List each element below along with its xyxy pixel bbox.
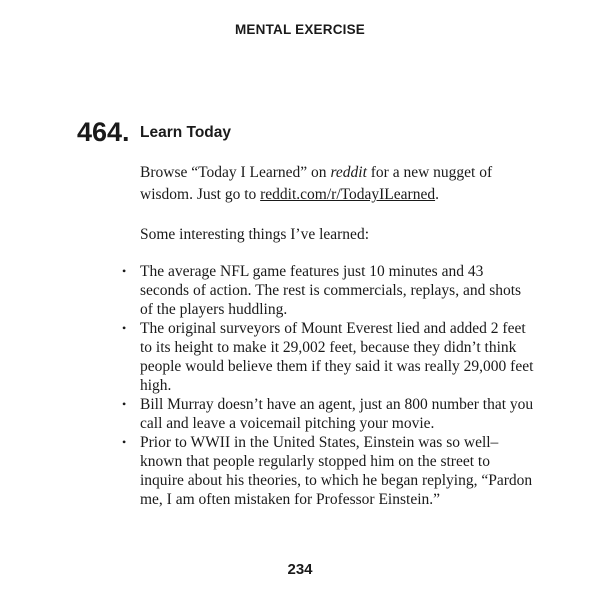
fact-text: Bill Murray doesn’t have an agent, just an 800 number that you call and leave a voicemail pitching your movie. <box>140 396 534 432</box>
intro-paragraph <box>140 162 535 206</box>
list-item <box>122 395 535 433</box>
fact-text: The average NFL game features just 10 minutes and 43 seconds of action. The rest is commercials, replays, and shots of the players huddling. <box>140 263 522 318</box>
intro-text-3: . <box>435 186 439 203</box>
bullet-icon: • <box>122 397 127 411</box>
list-item <box>122 433 535 509</box>
entry-number: 464. <box>77 117 130 147</box>
intro-text-1: Browse “Today I Learned” on <box>140 164 331 181</box>
lead-in-paragraph: Some interesting things I’ve learned: <box>140 226 369 243</box>
page-number: 234 <box>287 561 313 578</box>
reddit-link[interactable]: reddit.com/r/TodayILearned <box>260 186 436 203</box>
list-item <box>122 262 535 319</box>
bullet-icon: • <box>122 264 127 278</box>
fact-text: The original surveyors of Mount Everest lied and added 2 feet to its height to make it 29,002 feet, because they didn’t think people would believe them if they said it was really 29,000 feet high. <box>140 320 534 394</box>
list-item <box>122 319 535 395</box>
bullet-icon: • <box>122 321 127 335</box>
entry-title: Learn Today <box>140 124 232 141</box>
bullet-icon: • <box>122 435 127 449</box>
facts-list <box>122 262 535 509</box>
section-header: MENTAL EXERCISE <box>234 22 366 37</box>
intro-text-2: for a new nugget of wisdom. Just go to <box>140 164 493 203</box>
fact-text: Prior to WWII in the United States, Einstein was so well–known that people regularly stopped him on the street to inquire about his theories, to which he began replying, “Pardon me, I am often mistaken for Professor Einstein.” <box>140 434 533 508</box>
entry-body <box>140 162 535 264</box>
site-name: reddit <box>330 164 367 181</box>
